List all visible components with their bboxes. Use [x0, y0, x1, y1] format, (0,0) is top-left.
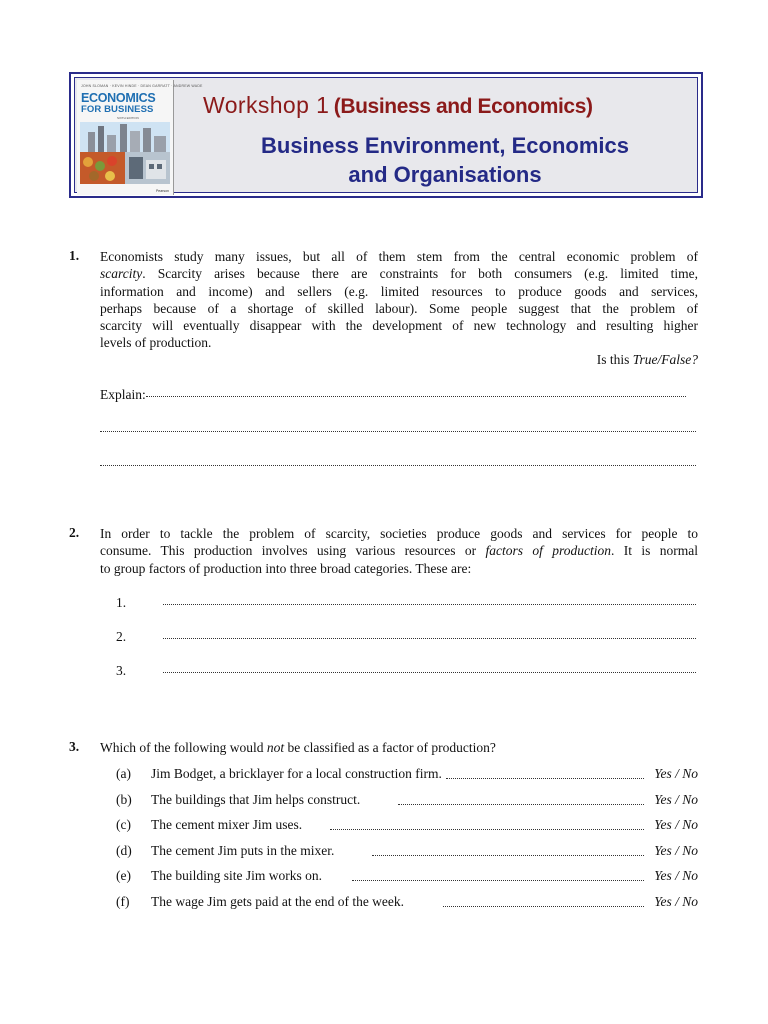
question-1-line: scarcity. Scarcity arises because there are constraints for both consumers (e.g. limited time, — [100, 266, 698, 282]
option-leader-dots — [443, 905, 644, 907]
question-1-text — [100, 248, 698, 352]
option-text: The wage Jim gets paid at the end of the week. — [151, 894, 405, 909]
yes-no-choice[interactable]: Yes / No — [654, 766, 698, 781]
question-2-line: to group factors of production into three broad categories. These are: — [100, 560, 472, 576]
option-text: The cement mixer Jim uses. — [151, 817, 303, 832]
explain-label: Explain: — [100, 387, 146, 402]
cover-title-line1: ECONOMICS — [81, 91, 156, 105]
cover-artwork — [80, 122, 170, 184]
question-1-line: perhaps because of a shortage of skilled labour). Some people suggest that the problem of — [100, 300, 698, 316]
yes-no-choice[interactable]: Yes / No — [654, 792, 698, 807]
yes-no-choice[interactable]: Yes / No — [654, 817, 698, 832]
workshop-subtitle — [183, 131, 707, 189]
option-row — [116, 868, 698, 886]
option-label: (a) — [116, 766, 131, 781]
answer-dots — [100, 430, 696, 432]
option-text: Jim Bodget, a bricklayer for a local construction firm. — [151, 766, 442, 781]
answer-line[interactable] — [100, 456, 698, 472]
factor-answer-line[interactable] — [163, 595, 698, 611]
question-1-line: Economists study many issues, but all of them stem from the central economic problem of — [100, 249, 698, 264]
option-label: (b) — [116, 792, 132, 807]
option-text: The cement Jim puts in the mixer. — [151, 843, 335, 858]
question-3-number: 3. — [69, 739, 80, 754]
workshop-title — [203, 92, 683, 119]
option-row — [116, 792, 698, 810]
option-label: (d) — [116, 843, 132, 858]
question-2-line: consume. This production involves using various resources or factors of production. It is normal — [100, 543, 699, 559]
question-1-line: information and income) and sellers (e.g. limited resources to produce goods and services, — [100, 283, 698, 299]
factor-item-number: 2. — [116, 629, 127, 644]
option-leader-dots — [398, 803, 644, 805]
book-cover-image — [77, 80, 203, 195]
workshop-title-sub: (Business and Economics) — [333, 95, 593, 118]
question-1-line: levels of production. — [100, 335, 212, 351]
workshop-header — [69, 72, 703, 198]
answer-dots — [163, 637, 696, 639]
option-label: (c) — [116, 817, 131, 832]
cover-authors: JOHN SLOMAN · KEVIN HINDE · DEAN GARRATT · ANDREW WADE — [81, 84, 203, 88]
workshop-title-main: Workshop 1 — [203, 92, 330, 118]
explain-answer-line[interactable] — [100, 387, 698, 403]
subtitle-line-2: and Organisations — [348, 162, 542, 187]
cover-edition: SIXTH EDITION — [117, 116, 139, 120]
question-2-text — [100, 525, 698, 577]
option-text: The building site Jim works on. — [151, 868, 322, 883]
cover-publisher: Pearson — [155, 189, 169, 193]
question-1-line: scarcity will eventually disappear with the development of new technology and resulting higher — [100, 318, 698, 334]
factor-item-number: 1. — [116, 595, 127, 610]
question-1-number: 1. — [69, 248, 80, 263]
cover-title-line2: FOR BUSINESS — [81, 104, 154, 115]
subtitle-line-1: Business Environment, Economics — [261, 133, 629, 158]
factor-answer-line[interactable] — [163, 629, 698, 645]
factor-item-number: 3. — [116, 663, 127, 678]
answer-dots — [100, 464, 696, 466]
answer-dots — [163, 603, 696, 605]
option-leader-dots — [352, 879, 644, 881]
answer-dots — [163, 671, 696, 673]
header-panel — [74, 77, 698, 193]
answer-dots — [146, 395, 686, 397]
question-2-number: 2. — [69, 525, 80, 540]
factor-answer-line[interactable] — [163, 663, 698, 679]
yes-no-choice[interactable]: Yes / No — [654, 843, 698, 858]
answer-line[interactable] — [100, 422, 698, 438]
option-row — [116, 817, 698, 835]
option-text: The buildings that Jim helps construct. — [151, 792, 361, 807]
option-label: (e) — [116, 868, 131, 883]
yes-no-choice[interactable]: Yes / No — [654, 868, 698, 883]
option-row — [116, 843, 698, 861]
yes-no-choice[interactable]: Yes / No — [654, 894, 698, 909]
option-leader-dots — [446, 777, 644, 779]
option-leader-dots — [330, 828, 644, 830]
option-row — [116, 766, 698, 784]
true-false-question: Is this True/False? — [596, 352, 698, 367]
option-leader-dots — [372, 854, 644, 856]
question-3-intro: Which of the following would not be classified as a factor of production? — [100, 740, 496, 755]
option-label: (f) — [116, 894, 130, 909]
option-row — [116, 894, 698, 912]
question-2-line: In order to tackle the problem of scarcity, societies produce goods and services for people to — [100, 526, 698, 541]
